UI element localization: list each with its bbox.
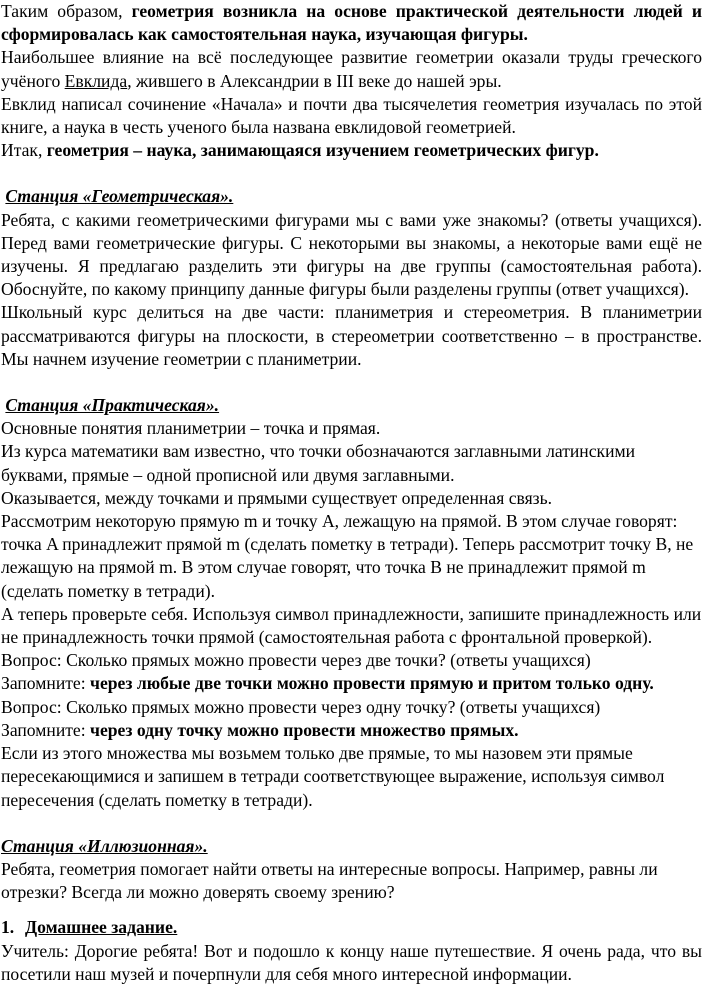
homework-label: Домашнее задание. [25, 917, 178, 938]
practical-line-4: Рассмотрим некоторую прямую m и точку A, лежащую на прямой. В этом случае говорят: точка A принадлежит прямой m (сделать пометку в тетради). Теперь рассмотрит точку B, не лежащую на прямой m. В этом случае говорят, что точка B не принадлежит прямой m (сделать пометку в тетради). [1, 511, 694, 601]
station-illusion-paragraph-1: Ребята, геометрия помогает найти ответы на интересные вопросы. Например, равны ли отрезки? Всегда ли можно доверять своему зрению? [1, 858, 658, 903]
intro-p1-lead: Таким образом, [1, 1, 132, 21]
station-geometric-paragraph-1: Ребята, с какими геометрическими фигурами мы с вами уже знакомы? (ответы учащихся). Перед вами геометрические фигуры. С некоторыми вы знакомы, а некоторые вами ещё не изучены. Я предлагаю разделить эти фигуры на две группы (самостоятельная работа). Обоснуйте, по какому принципу данные фигуры были разделены группы (ответ учащихся). [1, 209, 702, 300]
intro-p4-lead: Итак, [1, 140, 47, 161]
practical-line-2: Из курса математики вам известно, что точки обозначаются заглавными латинскими буквами, прямые – одной прописной или двумя заглавными. [1, 441, 636, 485]
intro-p1-bold: геометрия возникла на основе практической деятельности людей и сформировалась как самостоятельная наука, изучающая фигуры. [1, 1, 702, 45]
intro-p2-before: Наибольшее влияние на всё последующее развитие геометрии оказали труды греческого учёного [1, 47, 702, 91]
intro-p4-bold: геометрия – наука, занимающаяся изучением геометрических фигур. [46, 140, 599, 161]
practical-final: Если из этого множества мы возьмем только две прямые, то мы назовем эти прямые пересекающимися и запишем в тетради соответствующее выражение, используя символ пересечения (сделать пометку в тетради). [1, 743, 665, 810]
remember-2-lead: Запомните: [1, 719, 91, 740]
homework-paragraph-1: Учитель: Дорогие ребята! Вот и подошло к концу наше путешествие. Я очень рада, что вы посетили наш музей и почерпнули для себя много интересной информации. [1, 940, 702, 984]
station-geometric-title: Станция «Геометрическая». [5, 186, 234, 207]
remember-1 [1, 672, 702, 695]
remember-2 [1, 719, 702, 742]
intro-paragraph-1 [1, 0, 702, 46]
station-practical-title: Станция «Практическая». [5, 395, 220, 416]
practical-line-6: Вопрос: Сколько прямых можно провести через две точки? (ответы учащихся) [1, 650, 591, 671]
remember-1-lead: Запомните: [1, 673, 91, 694]
intro-p2-after: , жившего в Александрии в III веке до нашей эры. [127, 70, 502, 91]
homework-number: 1. [1, 917, 15, 938]
spacer [1, 371, 702, 394]
station-practical-heading [1, 394, 702, 417]
practical-line-5: А теперь проверьте себя. Используя символ принадлежности, запишите принадлежность или не принадлежность точки прямой (самостоятельная работа с фронтальной проверкой). [1, 603, 702, 648]
station-illusion-title: Станция «Иллюзионная». [1, 835, 208, 856]
station-geometric-paragraph-2: Школьный курс делиться на две части: планиметрия и стереометрия. В планиметрии рассматриваются фигуры на плоскости, в стереометрии соответственно – в пространстве. Мы начнем изучение геометрии с планиметрии. [1, 302, 702, 369]
practical-line-3: Оказывается, между точками и прямыми существует определенная связь. [1, 487, 553, 508]
intro-paragraph-4 [1, 139, 702, 162]
station-illusion-heading [1, 835, 702, 858]
remember-1-bold: через любые две точки можно провести прямую и притом только одну. [90, 673, 654, 694]
spacer [1, 904, 702, 916]
spacer [1, 812, 702, 835]
intro-paragraph-2 [1, 46, 702, 92]
question-2: Вопрос: Сколько прямых можно провести через одну точку? (ответы учащихся) [1, 696, 601, 717]
intro-paragraph-3: Евклид написал сочинение «Начала» и почти два тысячелетия геометрия изучалась по этой книге, а наука в честь ученого была названа евклидовой геометрией. [1, 93, 702, 138]
homework-heading [1, 916, 702, 939]
station-geometric-heading [1, 185, 702, 208]
practical-line-1: Основные понятия планиметрии – точка и прямая. [1, 418, 381, 439]
spacer [1, 162, 702, 185]
remember-2-bold: через одну точку можно провести множество прямых. [90, 719, 519, 740]
euclid-link[interactable]: Евклида [64, 70, 128, 91]
